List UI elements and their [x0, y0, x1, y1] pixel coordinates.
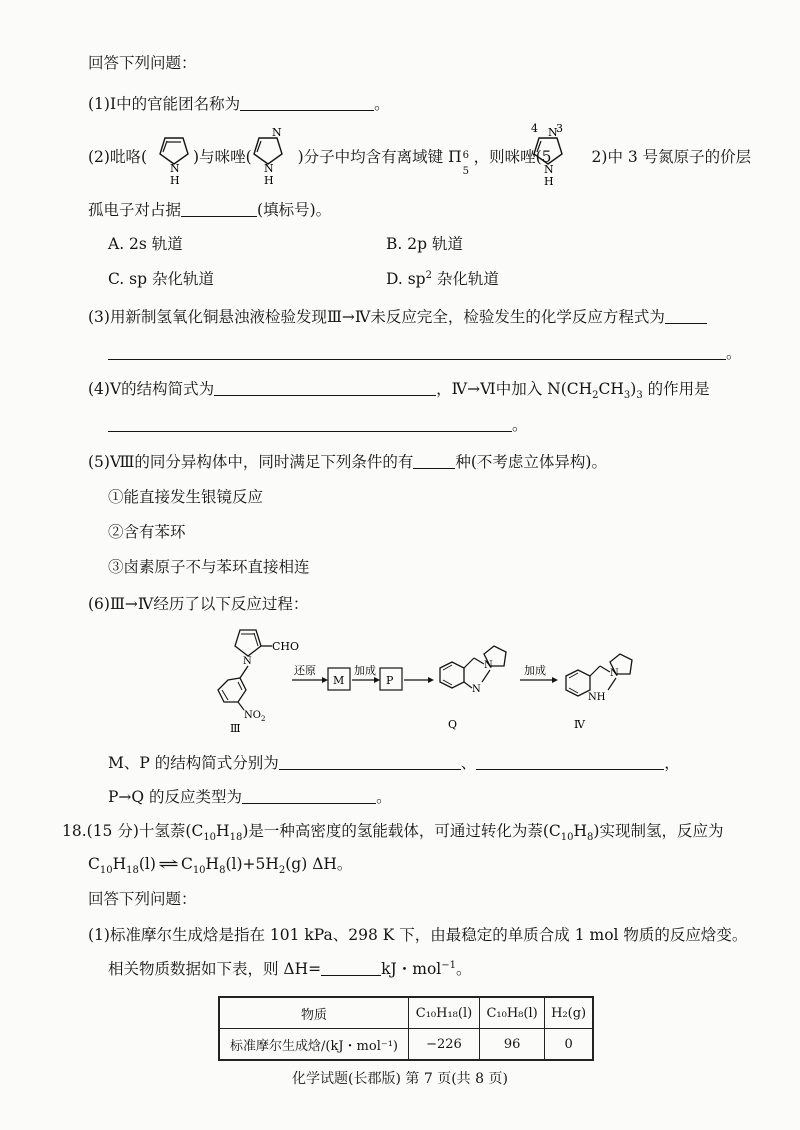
question-5 — [88, 451, 607, 473]
question-6-end: 。 — [376, 788, 392, 806]
question-3 — [88, 306, 707, 328]
question-2-text-a: (2)吡咯( — [88, 148, 148, 166]
page-footer: 化学试题(长郡版) 第 7 页(共 8 页) — [292, 1071, 508, 1087]
question-6-mp-text: M、P 的结构简式分别为 — [108, 754, 279, 772]
step-reduction-label: 还原 — [294, 664, 316, 677]
imidazole-n1-label: N — [544, 163, 554, 176]
question-6-type-text: P→Q 的反应类型为 — [108, 788, 243, 806]
eq-h-2: H — [205, 855, 220, 873]
question-3-end: 。 — [726, 344, 742, 362]
question-5-end: 种(不考虑立体异构)。 — [455, 453, 607, 471]
q18-p2-text: 相关物质数据如下表，则 ΔH= — [108, 960, 322, 978]
answer-blank-p[interactable] — [476, 753, 664, 770]
question-6-mp — [108, 752, 680, 774]
q18-part-1: (1)标准摩尔生成焓是指在 101 kPa、298 K 下，由最稳定的单质合成 1 mol 物质的反应焓变。 — [88, 926, 748, 944]
question-4-text-d: ) — [630, 380, 637, 398]
option-d-rest: 杂化轨道 — [431, 270, 499, 288]
question-3-text: (3)用新制氢氧化铜悬浊液检验发现Ⅲ→Ⅳ未反应完全，检验发生的化学反应方程式为 — [88, 308, 665, 326]
numbered-imidazole-structure — [524, 118, 574, 188]
question-2: (2)吡咯( )与咪唑( )分子中均含有离域键 Π 6 5 ，则咪唑(5 2)中 3 号氮原子的价层 — [88, 148, 752, 177]
condition-3: ③卤素原子不与苯环直接相连 — [108, 558, 310, 576]
step-addition-label-1: 加成 — [354, 664, 376, 677]
question-6-type — [108, 786, 392, 808]
question-4-text: (4)Ⅴ的结构简式为 — [88, 380, 215, 398]
q18-p2-unit: kJ・mol — [381, 960, 442, 978]
question-2-text-b: )与咪唑( — [193, 148, 252, 166]
step-addition-label-2: 加成 — [524, 664, 546, 677]
compound-q-n-label: N — [484, 660, 493, 671]
table-cell: 标准摩尔生成焓/(kJ・mol⁻¹) — [219, 1029, 409, 1061]
q18-equation — [88, 853, 352, 875]
label-q: Q — [448, 718, 458, 731]
eq-sub-c10: 10 — [99, 865, 113, 877]
question-4-text-e: 的作用是 — [642, 380, 710, 398]
question-5-text: (5)Ⅷ的同分异构体中，同时满足下列条件的有 — [88, 453, 414, 471]
eq-sub-h18: 18 — [126, 865, 139, 877]
label-iii: Ⅲ — [230, 722, 241, 735]
table-header-row — [219, 997, 593, 1029]
question-1-text: (1)Ⅰ中的官能团名称为 — [88, 95, 241, 113]
compound-iv-n-label: N — [610, 668, 619, 679]
q18-sub-h8: 8 — [587, 832, 594, 844]
question-2-text-e: 2)中 3 号氮原子的价层 — [591, 148, 752, 166]
imidazole-n3-label: N — [548, 126, 558, 139]
question-6: (6)Ⅲ→Ⅳ经历了以下反应过程： — [88, 595, 309, 613]
q18-p2-end: 。 — [455, 960, 472, 978]
answer-blank-4b[interactable] — [108, 415, 512, 432]
question-4-sub-3: 3 — [636, 390, 643, 402]
box-p-label: P — [386, 674, 394, 687]
question-4-end: 。 — [512, 416, 528, 434]
question-2-line-2-text: 孤电子对占据 — [88, 201, 182, 219]
option-c[interactable]: C. sp 杂化轨道 — [108, 270, 214, 288]
compound-iii-n-label: N — [243, 656, 252, 667]
eq-sub-c10-2: 10 — [192, 865, 206, 877]
option-d-sup: 2 — [425, 269, 432, 281]
imidazole-h-label: H — [264, 174, 274, 187]
compound-q — [440, 646, 506, 731]
eq-text-d: (l)+5H — [225, 855, 279, 873]
pyrrole-h-label: H — [170, 174, 180, 187]
table-header-cell: H₂(g) — [545, 997, 593, 1029]
reaction-scheme — [190, 618, 660, 736]
question-4-line-2 — [108, 414, 528, 436]
condition-1: ①能直接发生银镜反应 — [108, 488, 264, 506]
q18-text-b: )是一种高密度的氢能载体，可通过转化为萘(C — [242, 822, 561, 840]
option-a[interactable]: A. 2s 轨道 — [108, 235, 183, 253]
nitro-label: $NO_2$ — [244, 710, 266, 723]
q18-sub-h18: 18 — [229, 832, 243, 844]
answer-blank-5[interactable] — [413, 452, 455, 469]
answer-blank-3b[interactable] — [108, 343, 726, 360]
q18-text-c: )实现制氢，反应为 — [593, 822, 724, 840]
position-4-label: 4 — [531, 122, 538, 135]
answer-blank-4a[interactable] — [214, 379, 436, 396]
question-4-sub-1: 2 — [592, 390, 599, 402]
answer-blank-3a[interactable] — [665, 307, 707, 324]
compound-iv-nh-label: NH — [588, 692, 606, 703]
equilibrium-arrow-icon: ⇌ — [158, 855, 179, 873]
answer-blank-delta-h[interactable] — [321, 959, 381, 976]
cho-label: CHO — [272, 640, 300, 653]
eq-sub-h2: 2 — [278, 865, 286, 877]
table-cell: 96 — [479, 1029, 544, 1061]
question-2-text-d: ，则咪唑(5 — [473, 148, 552, 166]
table-header-cell: 物质 — [219, 997, 409, 1029]
condition-2: ②含有苯环 — [108, 523, 186, 541]
eq-state: (l) — [138, 855, 156, 873]
question-2-line-2 — [88, 199, 331, 221]
table-header-cell: C₁₀H₁₈(l) — [409, 997, 480, 1029]
compound-iv — [566, 654, 632, 731]
answer-blank-2[interactable] — [181, 200, 257, 217]
question-6-comma: ， — [664, 754, 680, 772]
question-4-text-b: ，Ⅳ→Ⅵ中加入 N(CH — [436, 380, 593, 398]
q18-p2-sup: −1 — [441, 959, 456, 971]
option-b[interactable]: B. 2p 轨道 — [386, 235, 463, 253]
imidazole-nh-label: N — [264, 162, 274, 175]
eq-h: H — [112, 855, 127, 873]
answer-blank-1[interactable] — [240, 94, 374, 111]
q18-intro: 回答下列问题： — [88, 890, 197, 908]
q18-sub-c10: 10 — [203, 832, 217, 844]
compound-iii — [218, 630, 299, 735]
answer-blank-m[interactable] — [279, 753, 461, 770]
eq-c: C — [88, 855, 100, 873]
pyrrole-n-label: N — [170, 162, 180, 175]
table-cell: −226 — [409, 1029, 480, 1061]
table-row — [219, 1029, 593, 1061]
eq-sub-h8: 8 — [219, 865, 226, 877]
question-4 — [88, 378, 710, 400]
question-1 — [88, 93, 390, 115]
q18-sub-c10-b: 10 — [560, 832, 574, 844]
compound-q-imine-n-label: N — [472, 684, 481, 695]
section-intro: 回答下列问题： — [88, 54, 197, 72]
answer-blank-reaction-type[interactable] — [242, 787, 376, 804]
question-3-line-2 — [108, 342, 742, 364]
q18-part-1-line-2 — [108, 958, 472, 980]
question-2-line-2-end: (填标号)。 — [257, 201, 332, 219]
eq-text-e: (g) ΔH。 — [285, 855, 353, 873]
box-m-label: M — [333, 674, 345, 687]
option-d[interactable] — [386, 268, 499, 290]
table-cell: 0 — [545, 1029, 593, 1061]
question-18: 18.(15 分)十氢萘$(C_{10}H_{18})$是一种高密度的氢能载体，可通过转化为萘$(C_{10}H_8)$实现制氢，反应为 — [62, 822, 724, 844]
question-1-end: 。 — [374, 95, 390, 113]
label-iv: Ⅳ — [574, 718, 585, 731]
q18-text-a: 18.(15 分)十氢萘(C — [62, 822, 204, 840]
question-4-sub-2: 3 — [623, 390, 631, 402]
question-4-text-c: CH — [598, 380, 624, 398]
imidazole-structure — [246, 122, 290, 188]
option-d-label: D. sp — [386, 270, 426, 288]
imidazole-n-label: N — [272, 126, 282, 139]
pyrrole-structure — [152, 130, 196, 188]
position-3-label: 3 — [556, 122, 563, 135]
question-6-sep: 、 — [460, 754, 477, 772]
table-header-cell: C₁₀H₈(l) — [479, 997, 544, 1029]
question-2-text-c: )分子中均含有离域键 Π — [297, 148, 462, 166]
eq-c-2: C — [180, 855, 193, 873]
imidazole-h1-label: H — [544, 175, 554, 188]
enthalpy-table — [218, 996, 594, 1061]
